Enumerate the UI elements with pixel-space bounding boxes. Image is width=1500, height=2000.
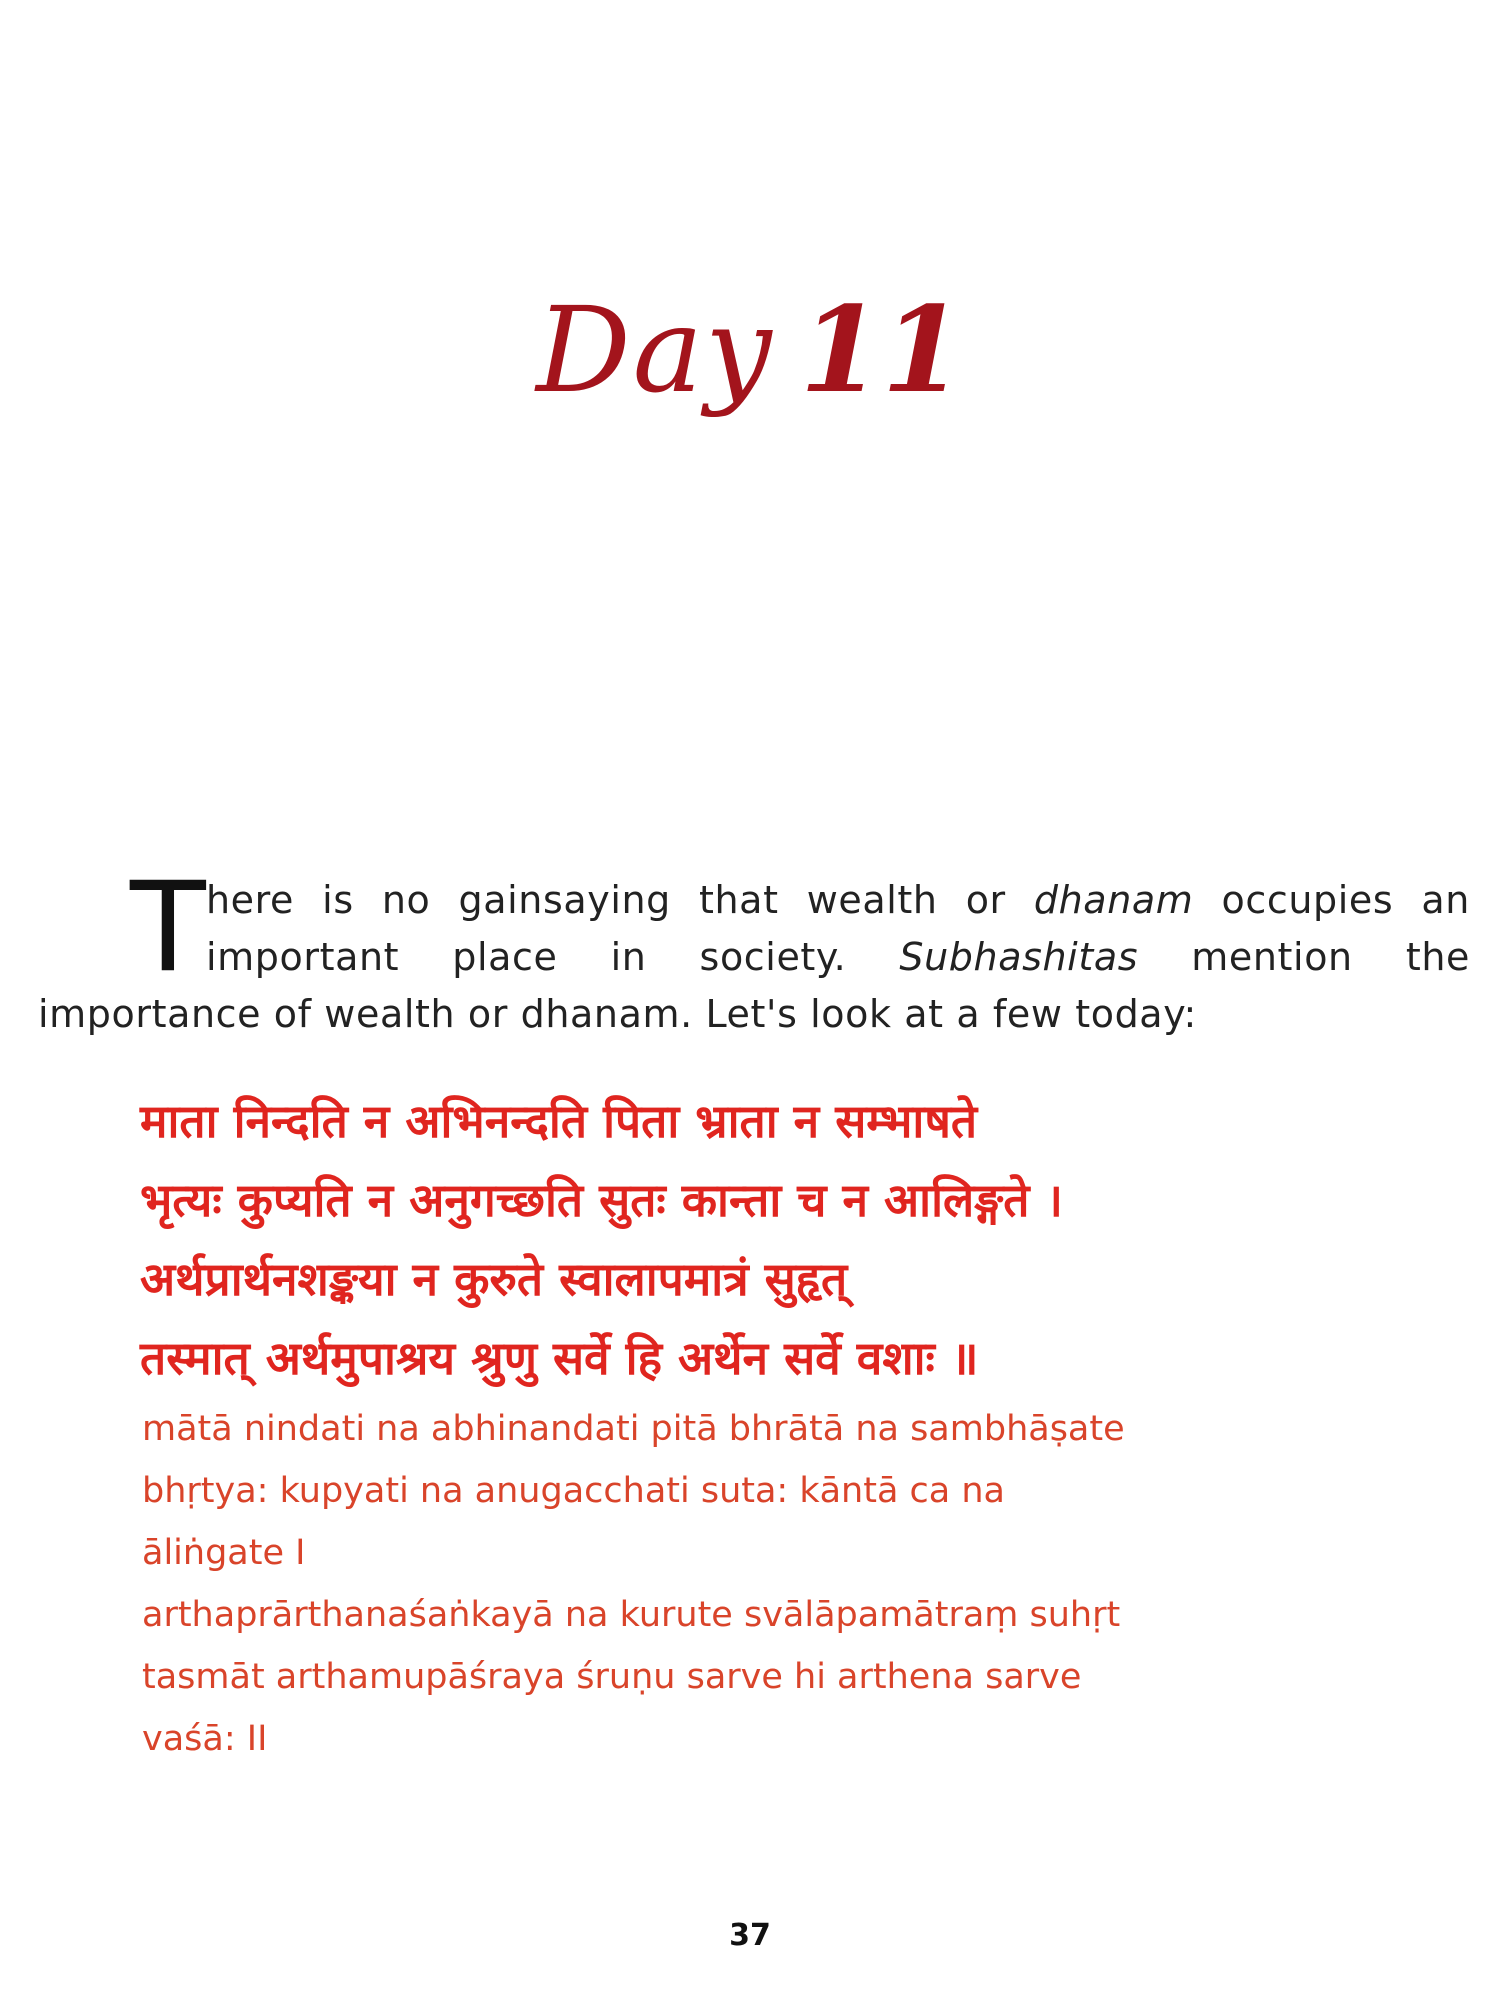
intro-paragraph [38,872,1470,1043]
drop-cap: T [130,856,206,1000]
transliteration-line: āliṅgate I [142,1533,306,1573]
chapter-title [0,280,1500,419]
transliteration [142,1398,1402,1770]
intro-term-dhanam: dhanam [1033,878,1194,922]
intro-line-1 [38,872,1470,929]
intro-line-2-text-b: mention the [1138,935,1471,979]
intro-line-2-text-a: important place in society. [206,935,900,979]
sanskrit-line: भृत्यः कुप्यति न अनुगच्छति सुतः कान्ता च न आलिङ्गते । [140,1173,1063,1227]
sanskrit-line: तस्मात् अर्थमुपाश्रय श्रुणु सर्वे हि अर्थेन सर्वे वशाः ॥ [140,1331,979,1385]
sanskrit-verse [140,1082,1460,1398]
intro-line-1-text-b: occupies an [1193,878,1470,922]
transliteration-line: mātā nindati na abhinandati pitā bhrātā na sambhāṣate [142,1409,1125,1449]
transliteration-line: vaśā: II [142,1719,268,1759]
intro-line-2 [38,929,1470,986]
intro-line-3: importance of wealth or dhanam. Let's look at a few today: [38,992,1197,1036]
chapter-title-number: 11 [799,280,964,419]
sanskrit-line: माता निन्दति न अभिनन्दति पिता भ्राता न सम्भाषते [140,1094,978,1148]
chapter-title-word: Day [536,281,774,419]
transliteration-line: bhṛtya: kupyati na anugacchati suta: kāntā ca na [142,1471,1005,1511]
sanskrit-line: अर्थप्रार्थनशङ्कया न कुरुते स्वालापमात्रं सुहृत् [140,1252,848,1306]
intro-term-subhashitas: Subhashitas [899,935,1139,979]
intro-line-1-text-a: here is no gainsaying that wealth or [206,878,1034,922]
page-number: 37 [729,1918,771,1953]
transliteration-line: tasmāt arthamupāśraya śruṇu sarve hi arthena sarve [142,1657,1082,1697]
transliteration-line: arthaprārthanaśaṅkayā na kurute svālāpamātraṃ suhṛt [142,1595,1121,1635]
